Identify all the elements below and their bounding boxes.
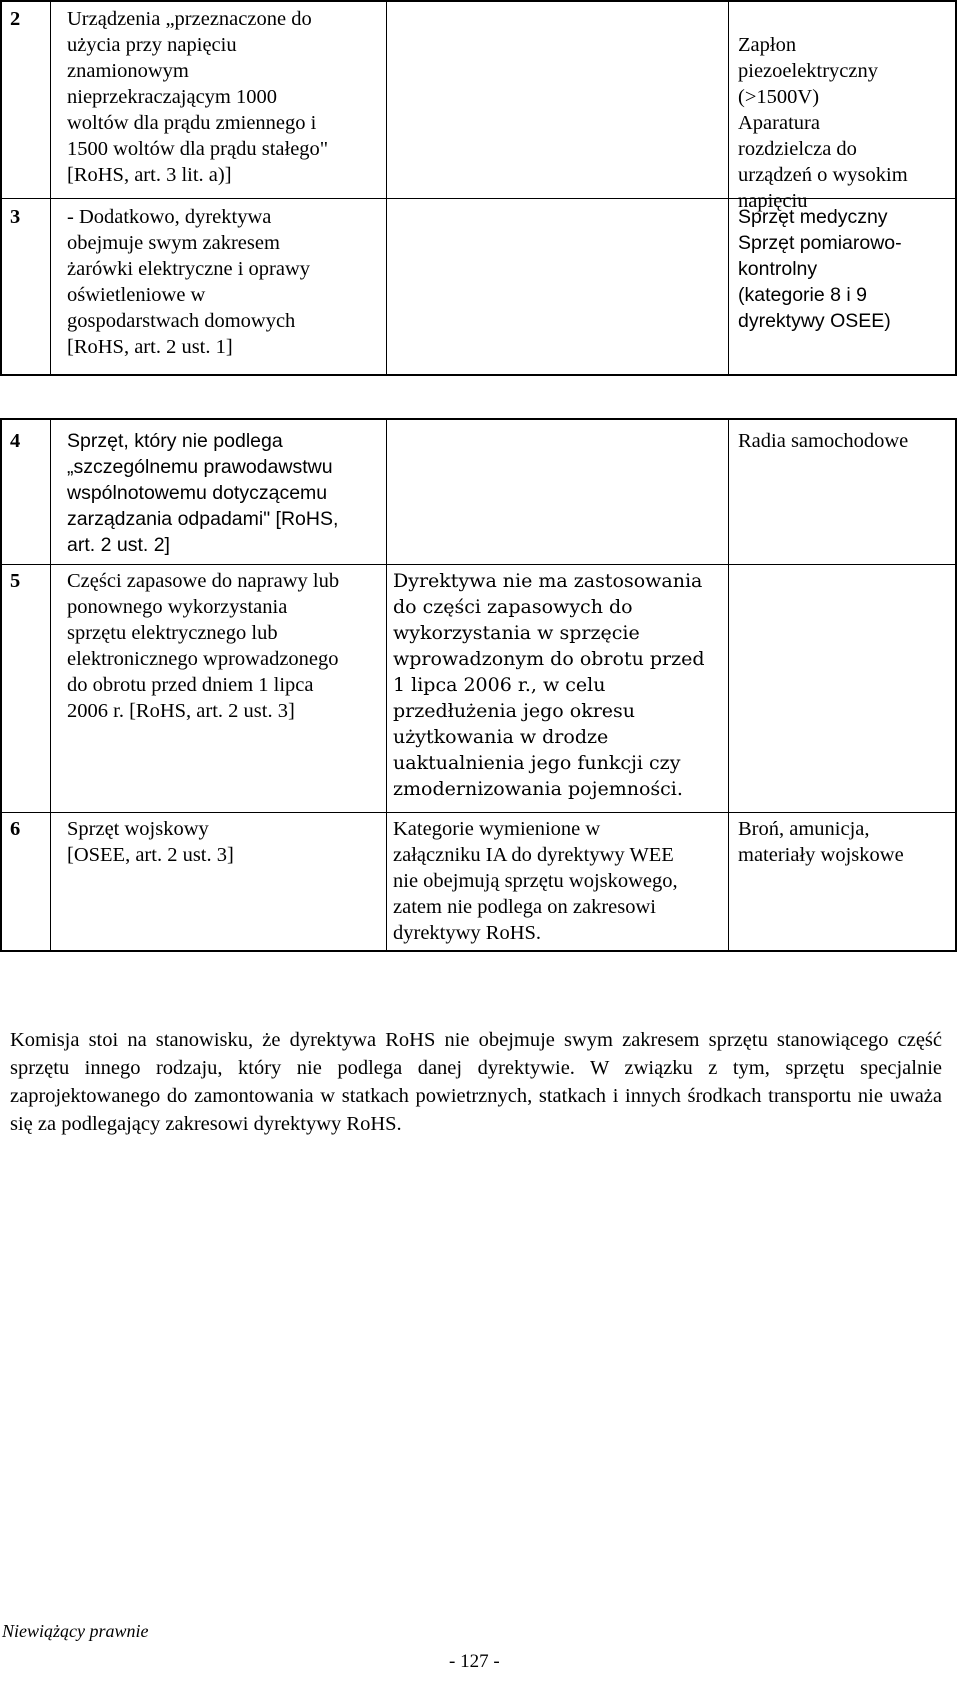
commission-position-paragraph: Komisja stoi na stanowisku, że dyrektywa RoHS nie obejmuje swym zakresem sprzętu stanowiącego część sprzętu innego rodzaju, który nie podlega danej dyrektywie. W związku z tym, sprzętu specjalnie zaprojektowanego do zamontowania w statkach powietrznych, statkach i innych środkach transportu nie uważa się za podlegający zakresowi dyrektywy RoHS. bbox=[10, 1028, 942, 1135]
scope-table-part-2 bbox=[0, 418, 957, 952]
row-examples bbox=[738, 6, 953, 214]
examples-text: Zapłon piezoelektryczny (>1500V) Aparatura rozdzielcza do urządzeń o wysokim napięciu bbox=[738, 34, 908, 212]
row-description: Części zapasowe do naprawy lub ponownego wykorzystania sprzętu elektrycznego lub elektronicznego wprowadzonego do obrotu przed dniem 1 lipca 2006 r. [RoHS, art. 2 ust. 3] bbox=[67, 570, 340, 722]
row-divider bbox=[2, 564, 955, 565]
row-number: 2 bbox=[10, 8, 21, 30]
page-number: - 127 - bbox=[449, 1651, 500, 1672]
row-number: 4 bbox=[10, 430, 21, 452]
row-description: - Dodatkowo, dyrektywa obejmuje swym zakresem żarówki elektryczne i oprawy oświetleniowe w gospodarstwach domowych [RoHS, art. 2 ust. 1] bbox=[67, 206, 311, 358]
row-examples: Sprzęt medyczny Sprzęt pomiarowo- kontrolny (kategorie 8 i 9 dyrektywy OSEE) bbox=[738, 206, 902, 332]
row-divider bbox=[2, 812, 955, 813]
column-divider bbox=[386, 2, 387, 374]
row-number: 6 bbox=[10, 818, 21, 840]
row-description: Sprzęt, który nie podlega „szczególnemu prawodawstwu wspólnotowemu dotyczącemu zarządzania odpadami" [RoHS, art. 2 ust. 2] bbox=[67, 430, 339, 556]
footer-disclaimer: Niewiążący prawnie bbox=[2, 1621, 149, 1641]
row-comment: Kategorie wymienione w załączniku IA do dyrektywy WEE nie obejmują sprzętu wojskowego, zatem nie podlega on zakresowi dyrektywy RoHS. bbox=[393, 818, 678, 944]
row-number: 5 bbox=[10, 570, 21, 592]
column-divider bbox=[728, 2, 729, 374]
row-description: Sprzęt wojskowy [OSEE, art. 2 ust. 3] bbox=[67, 818, 234, 866]
row-examples: Radia samochodowe bbox=[738, 430, 909, 452]
row-examples: Broń, amunicja, materiały wojskowe bbox=[738, 818, 904, 866]
column-divider bbox=[386, 420, 387, 950]
scope-table-part-1 bbox=[0, 0, 957, 376]
row-number: 3 bbox=[10, 206, 21, 228]
row-comment: Dyrektywa nie ma zastosowania do części zapasowych do wykorzystania w sprzęcie wprowadzonym do obrotu przed 1 lipca 2006 r., w celu przedłużenia jego okresu użytkowania w drodze uaktualnienia jego funkcji czy zmodernizowania pojemności. bbox=[393, 570, 705, 800]
row-description: Urządzenia „przeznaczone do użycia przy napięciu znamionowym nieprzekraczającym 1000 woltów dla prądu zmiennego i 1500 woltów dla prądu stałego" [RoHS, art. 3 lit. a)] bbox=[67, 8, 329, 186]
column-divider bbox=[728, 420, 729, 950]
column-divider bbox=[50, 2, 51, 374]
column-divider bbox=[50, 420, 51, 950]
